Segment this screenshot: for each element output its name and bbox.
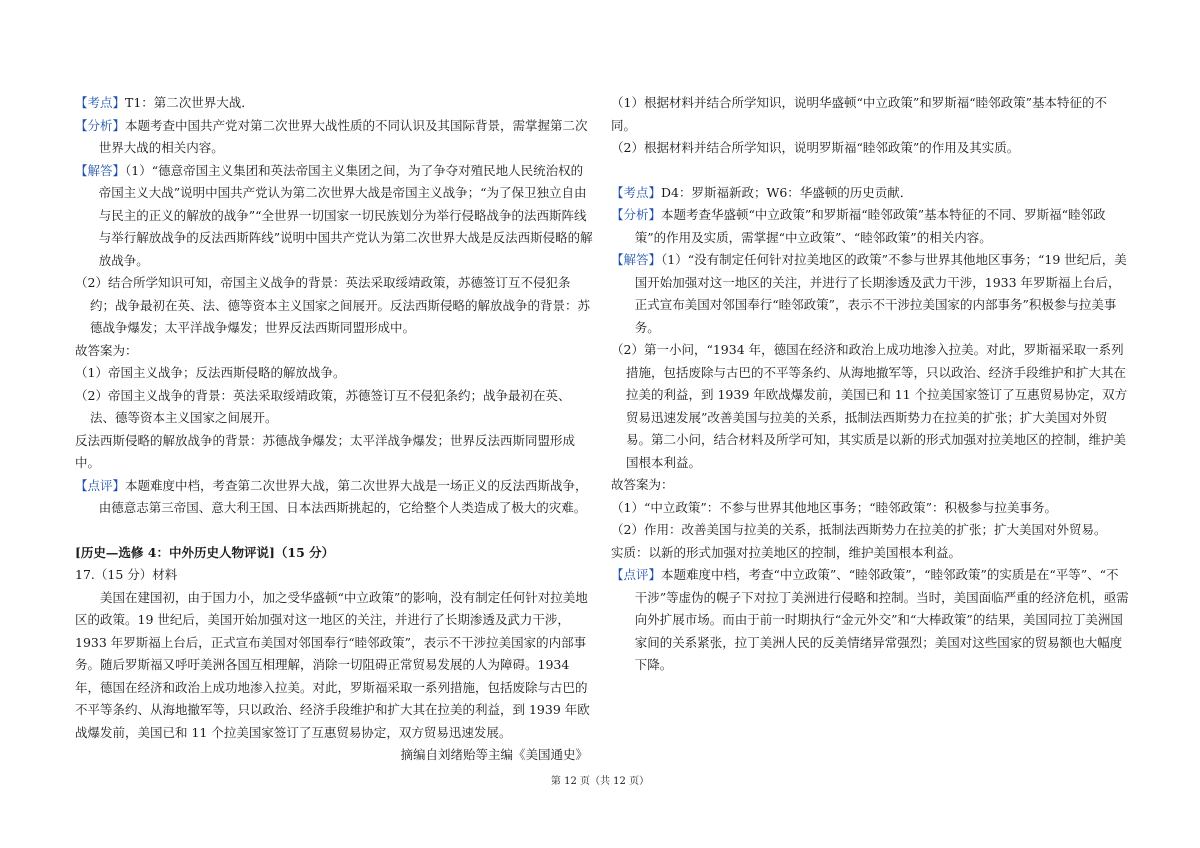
- right-column: [611, 92, 1131, 677]
- jieda-part-2: （2）第一小问，“1934 年，德国在经济和政治上成功地渗入拉美。对此，罗斯福采取一系列措施，包括废除与古巴的不平等条约、从海地撤军等，只以政治、经济手段维护和扩大其在拉美的利益，到 1939 年欧战爆发前，美国已和 11 个拉美国家签订了互惠贸易协定，双方贸易迅速发展”改善美国与拉美的关系，抵制法西斯势力在拉美的扩张；扩大美国对外贸易。第二小问，结合材料及所学可知，其实质是以新的形式加强对拉美地区的控制，维护美国根本利益。: [611, 342, 1128, 470]
- dianping-tag: 【点评】: [75, 477, 126, 493]
- dianping-paragraph: [611, 564, 1131, 677]
- question-17-label: 17.（15 分）材料: [75, 567, 178, 582]
- left-column: [75, 92, 593, 767]
- answer-label: 故答案为：: [611, 477, 674, 492]
- fenxi-paragraph: [75, 115, 593, 160]
- answer-label: 故答案为：: [75, 342, 138, 358]
- answer-1: （1）帝国主义战争；反法西斯侵略的解放战争。: [75, 365, 346, 380]
- fenxi-tag: 【分析】: [611, 207, 662, 222]
- kaodian-text: D4：罗斯福新政；W6：华盛顿的历史贡献．: [661, 184, 913, 200]
- page-footer: 第 12 页（共 12 页）: [550, 776, 650, 787]
- fenxi-text: 本题考查中国共产党对第二次世界大战性质的不同认识及其国际背景，需掌握第二次世界大战的相关内容。: [98, 117, 588, 155]
- answer-2: （2）帝国主义战争的背景：英法采取绥靖政策，苏德签订互不侵犯条约；战争最初在英、法、德等资本主义国家之间展开。: [75, 387, 571, 425]
- dianping-text: 本题难度中档，考查“中立政策”、“睦邻政策”，“睦邻政策”的实质是在“平等”、“不干涉”等虚伪的幌子下对拉丁美洲进行侵略和控制。当时，美国面临严重的经济危机，亟需向外扩展市场。而由于前一时期执行“金元外交”和“大棒政策”的结果，美国同拉丁美洲国家间的关系紧张，拉丁美洲人民的反美情绪异常强烈；美国对这些国家的贸易额也大幅度下降。: [634, 567, 1129, 672]
- question-17-part-2: （2）根据材料并结合所学知识，说明罗斯福“睦邻政策”的作用及其实质。: [611, 140, 1020, 155]
- question-17-part-1: （1）根据材料并结合所学知识，说明华盛顿“中立政策”和罗斯福“睦邻政策”基本特征的不同。: [611, 95, 1108, 133]
- section-heading: [历史—选修 4：中外历史人物评说]（15 分）: [75, 544, 335, 560]
- fenxi-tag: 【分析】: [75, 117, 126, 133]
- fenxi-paragraph: [611, 204, 1131, 249]
- kaodian-paragraph: [611, 182, 1131, 205]
- jieda-tag: 【解答】: [75, 162, 126, 178]
- kaodian-paragraph: [75, 92, 593, 115]
- dianping-tag: 【点评】: [611, 567, 662, 582]
- answer-3: 实质：以新的形式加强对拉美地区的控制，维护美国根本利益。: [611, 544, 962, 560]
- jieda-part-1: （1）“德意帝国主义集团和英法帝国主义集团之间，为了争夺对殖民地人民统治权的帝国主义大战”说明中国共产党认为第二次世界大战是帝国主义战争；“为了保卫独立自由与民主的正义的解放的战争”“全世界一切国家一切民族划分为举行侵略战争的法西斯阵线与举行解放战争的反法西斯阵线”说明中国共产党认为第二次世界大战是反法西斯侵略的解放战争。: [98, 162, 593, 268]
- kaodian-text: T1：第二次世界大战．: [125, 95, 254, 110]
- jieda-tag: 【解答】: [611, 252, 662, 267]
- answer-2: （2）作用：改善美国与拉美的关系，抵制法西斯势力在拉美的扩张；扩大美国对外贸易。: [611, 522, 1107, 537]
- material-source: 摘编自刘绪贻等主编《美国通史》: [400, 747, 588, 762]
- dianping-paragraph: [75, 475, 593, 520]
- jieda-part-2: （2）结合所学知识可知，帝国主义战争的背景：英法采取绥靖政策，苏德签订互不侵犯条约；战争最初在英、法、德等资本主义国家之间展开。反法西斯侵略的解放战争的背景：苏德战争爆发；太平洋战争爆发；世界反法西斯同盟形成中。: [75, 275, 591, 335]
- kaodian-tag: 【考点】: [75, 95, 126, 110]
- jieda-part-1: （1）“没有制定任何针对拉美地区的政策”不参与世界其他地区事务；“19 世纪后，美国开始加强对这一地区的关注，并进行了长期渗透及武力干涉，1933 年罗斯福上台后，正式宣布美国对邻国奉行“睦邻政策”，表示不干涉拉美国家的内部事务”积极参与拉美事务。: [634, 252, 1127, 335]
- material-text: 美国在建国初，由于国力小，加之受华盛顿“中立政策”的影响，没有制定任何针对拉美地区的政策。19 世纪后，美国开始加强对这一地区的关注，并进行了长期渗透及武力干涉，1933 年罗斯福上台后，正式宣布美国对邻国奉行“睦邻政策”，表示不干涉拉美国家的内部事务。随后罗斯福又呼吁美洲各国互相理解，消除一切阻碍正常贸易发展的人为障碍。1934 年，德国在经济和政治上成功地渗入拉美。对此，罗斯福采取一系列措施，包括废除与古巴的不平等条约、从海地撤军等，只以政治、经济手段维护和扩大其在拉美的利益，到 1939 年欧战爆发前，美国已和 11 个拉美国家签订了互惠贸易协定，双方贸易迅速发展。: [75, 589, 590, 740]
- fenxi-text: 本题考查华盛顿“中立政策”和罗斯福“睦邻政策”基本特征的不同、罗斯福“睦邻政策”的作用及实质，需掌握“中立政策”、“睦邻政策”的相关内容。: [634, 207, 1106, 245]
- jieda-paragraph: [611, 249, 1131, 339]
- dianping-text: 本题难度中档，考查第二次世界大战，第二次世界大战是一场正义的反法西斯战争，由德意志第三帝国、意大利王国、日本法西斯挑起的，它给整个人类造成了极大的灾难。: [98, 477, 588, 515]
- answer-3: 反法西斯侵略的解放战争的背景：苏德战争爆发；太平洋战争爆发；世界反法西斯同盟形成中。: [75, 432, 576, 470]
- jieda-paragraph: [75, 160, 593, 273]
- kaodian-tag: 【考点】: [611, 184, 662, 200]
- answer-1: （1）“中立政策”：不参与世界其他地区事务；“睦邻政策”：积极参与拉美事务。: [611, 499, 1058, 515]
